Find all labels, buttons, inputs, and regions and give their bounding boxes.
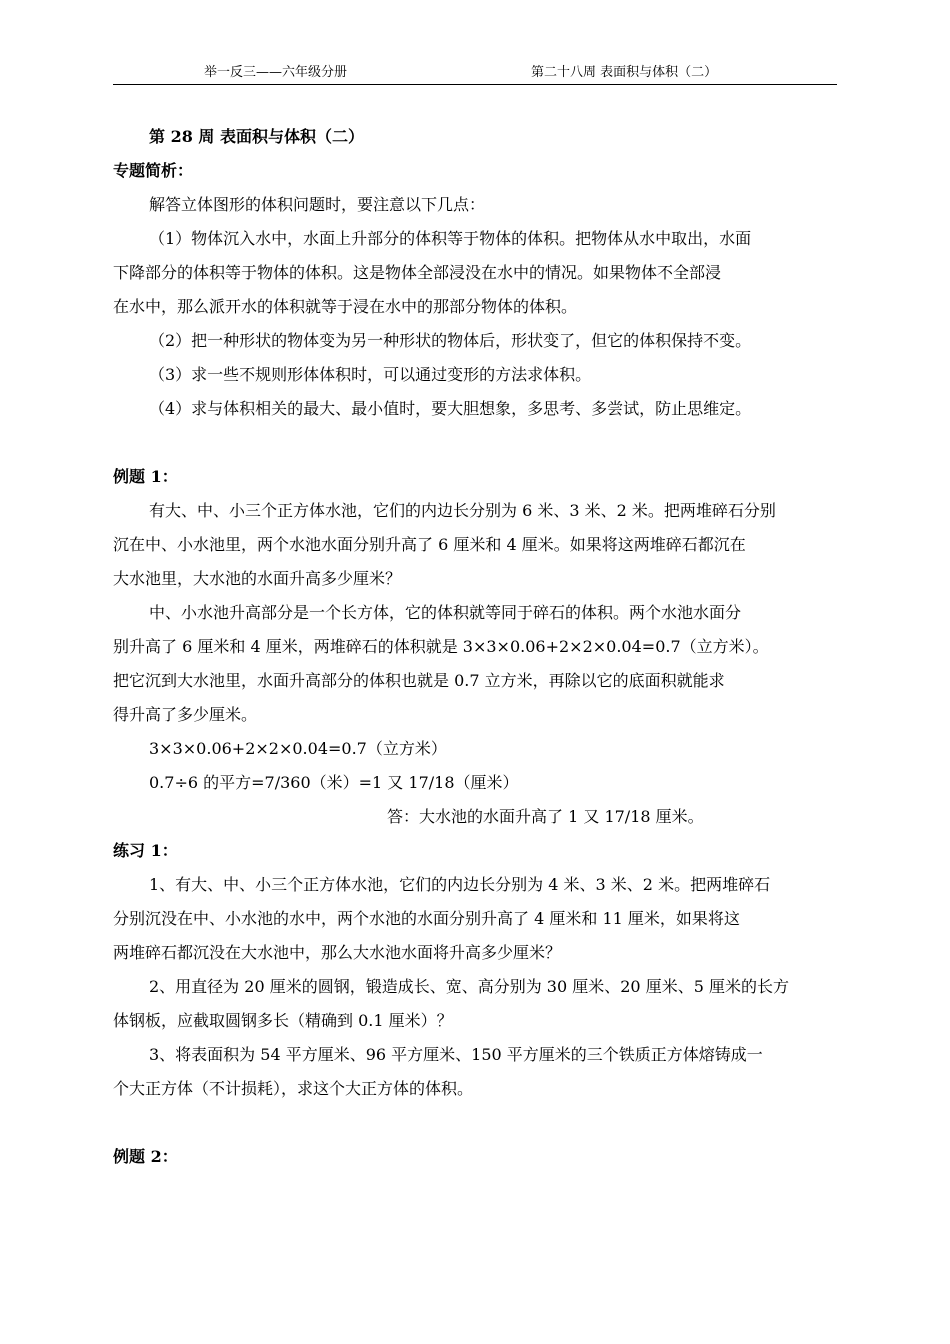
example1-answer: 答：大水池的水面升高了 1 又 17/18 厘米。 (387, 807, 704, 826)
running-header-right: 第二十八周 表面积与体积（二） (531, 65, 718, 80)
analysis-line: （3）求一些不规则形体体积时，可以通过变形的方法求体积。 (149, 365, 592, 384)
analysis-line: （4）求与体积相关的最大、最小值时，要大胆想象，多思考、多尝试，防止思维定。 (149, 399, 752, 418)
practice1-line: 分别沉没在中、小水池的水中，两个水池的水面分别升高了 4 厘米和 11 厘米，如果将这 (113, 909, 740, 928)
example1-problem-line: 有大、中、小三个正方体水池，它们的内边长分别为 6 米、3 米、2 米。把两堆碎石分别 (149, 501, 776, 520)
example1-problem-line: 沉在中、小水池里，两个水池水面分别升高了 6 厘米和 4 厘米。如果将这两堆碎石都沉在 (113, 535, 746, 554)
analysis-line: （1）物体沉入水中，水面上升部分的体积等于物体的体积。把物体从水中取出，水面 (149, 229, 752, 248)
practice1-line: 体钢板，应截取圆钢多长（精确到 0.1 厘米）？ (113, 1011, 453, 1030)
header-rule (113, 84, 837, 85)
practice1-line: 个大正方体（不计损耗），求这个大正方体的体积。 (113, 1079, 474, 1098)
running-header-left: 举一反三——六年级分册 (204, 65, 348, 80)
practice1-line: 2、用直径为 20 厘米的圆钢，锻造成长、宽、高分别为 30 厘米、20 厘米、5 厘米的长方 (149, 977, 789, 996)
analysis-line: 下降部分的体积等于物体的体积。这是物体全部浸没在水中的情况。如果物体不全部浸 (113, 263, 722, 282)
chapter-title: 第 28 周 表面积与体积（二） (149, 127, 364, 146)
example1-heading: 例题 1： (113, 467, 178, 486)
example2-heading: 例题 2： (113, 1147, 178, 1166)
example1-solution-line: 得升高了多少厘米。 (113, 705, 258, 724)
example1-calc-line: 0.7÷6 的平方=7/360（米）=1 又 17/18（厘米） (149, 773, 519, 792)
document-body (113, 120, 841, 1174)
analysis-line: 解答立体图形的体积问题时，要注意以下几点： (149, 195, 486, 214)
example1-solution-line: 别升高了 6 厘米和 4 厘米，两堆碎石的体积就是 3×3×0.06+2×2×0.04=0.7（立方米）。 (113, 637, 769, 656)
practice1-line: 3、将表面积为 54 平方厘米、96 平方厘米、150 平方厘米的三个铁质正方体熔铸成一 (149, 1045, 763, 1064)
analysis-line: 在水中，那么派开水的体积就等于浸在水中的那部分物体的体积。 (113, 297, 578, 316)
analysis-line: （2）把一种形状的物体变为另一种形状的物体后，形状变了，但它的体积保持不变。 (149, 331, 752, 350)
practice1-heading: 练习 1： (113, 841, 178, 860)
spacer (113, 1106, 841, 1140)
practice1-line: 两堆碎石都沉没在大水池中，那么大水池水面将升高多少厘米？ (113, 943, 562, 962)
practice1-line: 1、有大、中、小三个正方体水池，它们的内边长分别为 4 米、3 米、2 米。把两堆碎石 (149, 875, 771, 894)
example1-solution-line: 把它沉到大水池里，水面升高部分的体积也就是 0.7 立方米，再除以它的底面积就能求 (113, 671, 725, 690)
example1-problem-line: 大水池里，大水池的水面升高多少厘米？ (113, 569, 402, 588)
example1-solution-line: 中、小水池升高部分是一个长方体，它的体积就等同于碎石的体积。两个水池水面分 (149, 603, 742, 622)
example1-calc-line: 3×3×0.06+2×2×0.04=0.7（立方米） (149, 739, 447, 758)
analysis-heading: 专题简析： (113, 161, 194, 180)
spacer (113, 426, 841, 460)
